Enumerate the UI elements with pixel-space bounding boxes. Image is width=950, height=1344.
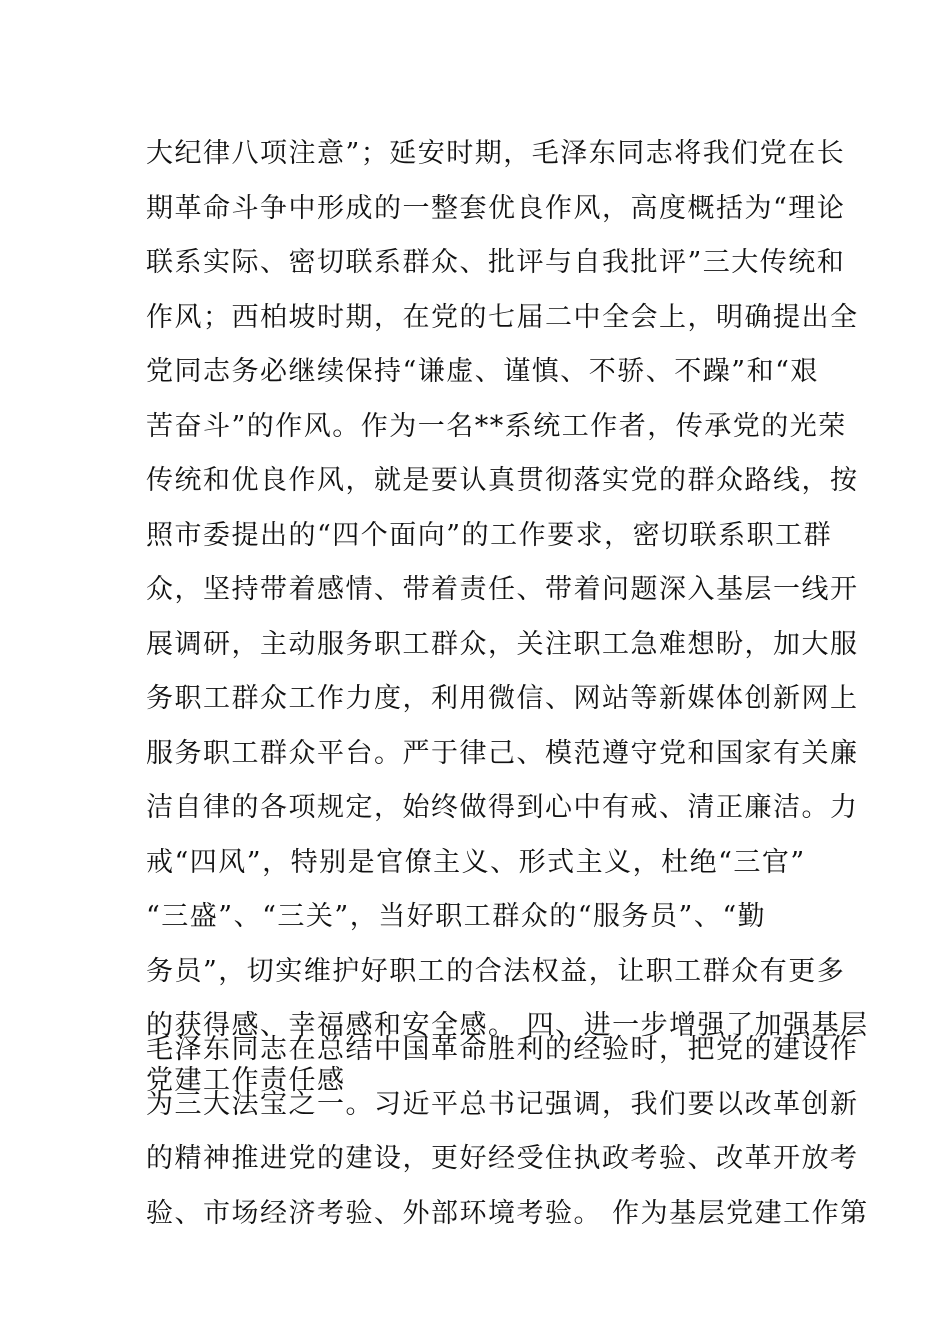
text-line: 务职工群众工作力度，利用微信、网站等新媒体创新网上 xyxy=(146,683,859,714)
paragraph-1 xyxy=(146,127,869,1108)
text-line: 作风；西柏坡时期，在党的七届二中全会上，明确提出全 xyxy=(146,301,859,333)
text-line: 联系实际、密切联系群众、批评与自我批评”三大传统和 xyxy=(146,247,846,278)
text-line: 服务职工群众平台。严于律己、模范遵守党和国家有关廉 xyxy=(146,737,859,769)
text-line: 毛泽东同志在总结中国革命胜利的经验时，把党的建设作 xyxy=(146,1034,859,1065)
text-line: 党建工作责任感 xyxy=(146,1064,346,1096)
text-line: “三盛”、“三关”，当好职工群众的“服务员”、“勤 xyxy=(146,901,767,932)
text-line: 的获得感、幸福感和安全感。 四、进一步增强了加强基层 xyxy=(146,1010,869,1041)
text-line: 党同志务必继续保持“谦虚、谨慎、不骄、不躁”和“艰 xyxy=(146,356,819,387)
text-line: 的精神推进党的建设，更好经受住执政考验、改革开放考 xyxy=(146,1143,859,1174)
paragraph-2 xyxy=(146,1023,869,1241)
text-line: 洁自律的各项规定，始终做得到心中有戒、清正廉洁。力 xyxy=(146,792,859,823)
text-line: 为三大法宝之一。习近平总书记强调，我们要以改革创新 xyxy=(146,1088,859,1120)
text-line: 众，坚持带着感情、带着责任、带着问题深入基层一线开 xyxy=(146,574,859,605)
text-line: 照市委提出的“四个面向”的工作要求，密切联系职工群 xyxy=(146,519,833,551)
text-line: 验、市场经济考验、外部环境考验。 作为基层党建工作第 xyxy=(146,1197,869,1229)
text-line: 展调研，主动服务职工群众，关注职工急难想盼，加大服 xyxy=(146,628,859,660)
text-line: 苦奋斗”的作风。作为一名**系统工作者，传承党的光荣 xyxy=(146,410,847,442)
text-line: 大纪律八项注意”；延安时期，毛泽东同志将我们党在长 xyxy=(146,138,846,169)
text-line: 传统和优良作风，就是要认真贯彻落实党的群众路线，按 xyxy=(146,465,859,496)
text-line: 务员”，切实维护好职工的合法权益，让职工群众有更多 xyxy=(146,955,846,987)
text-line: 戒“四风”，特别是官僚主义、形式主义，杜绝“三官” xyxy=(146,846,806,878)
text-line: 期革命斗争中形成的一整套优良作风，高度概括为“理论 xyxy=(146,192,846,224)
